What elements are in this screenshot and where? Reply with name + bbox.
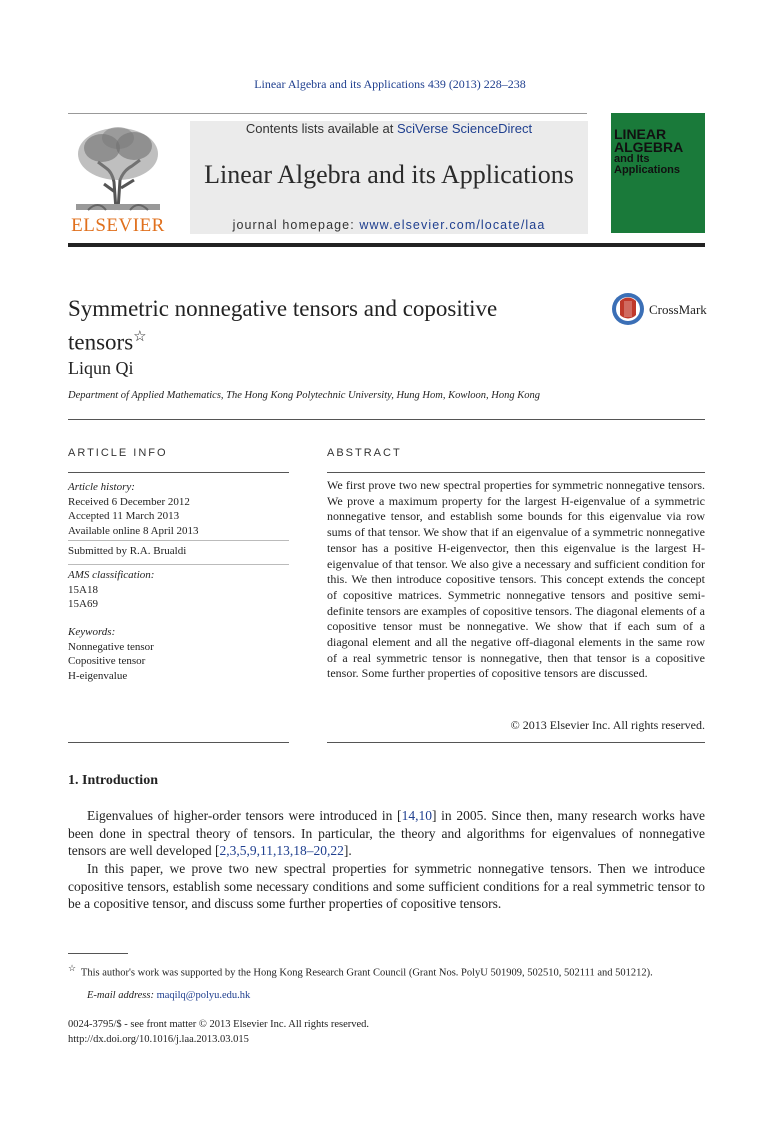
title-line: tensors (68, 329, 134, 355)
header-rule (68, 113, 587, 114)
ams-code: 15A18 (68, 583, 98, 596)
email-footnote (68, 989, 705, 1003)
cover-line: ALGEBRA (614, 139, 684, 155)
accepted-date: Accepted 11 March 2013 (68, 510, 180, 522)
article-info-divider (68, 540, 289, 541)
contents-line (190, 121, 588, 136)
doi-link[interactable]: http://dx.doi.org/10.1016/j.laa.2013.03.015 (68, 1034, 249, 1045)
available-date: Available online 8 April 2013 (68, 524, 199, 537)
footnote-mark: ☆ (68, 963, 76, 973)
title-line: Symmetric nonnegative tensors and copositive (68, 296, 498, 321)
author-affiliation: Department of Applied Mathematics, The Hong Kong Polytechnic University, Hung Hom, Kowloon, Hong Kong (68, 390, 540, 401)
title-footnote-mark[interactable]: ☆ (133, 329, 147, 345)
received-date: Received 6 December 2012 (68, 495, 190, 508)
journal-homepage (190, 218, 588, 232)
funding-footnote (68, 961, 705, 981)
history-label: Article history: (68, 481, 135, 493)
citation-link[interactable]: 2,3,5,9,11,13,18–20,22 (219, 843, 344, 858)
homepage-link[interactable]: www.elsevier.com/locate/laa (359, 218, 546, 232)
keyword: Nonnegative tensor (68, 640, 154, 653)
contents-prefix: Contents lists available at (245, 121, 397, 136)
cover-line: and Its (614, 153, 650, 165)
keyword: Copositive tensor (68, 655, 146, 667)
article-info-bottom-rule (68, 742, 289, 743)
elsevier-tree-icon (68, 122, 168, 234)
keyword: H-eigenvalue (68, 669, 128, 682)
abstract-heading: ABSTRACT (327, 447, 402, 459)
crossmark-badge[interactable] (611, 291, 711, 327)
email-link[interactable]: maqilq@polyu.edu.hk (156, 990, 251, 1001)
intro-text: ]. (343, 843, 352, 858)
journal-name: Linear Algebra and its Applications (204, 160, 574, 189)
article-info-heading: ARTICLE INFO (68, 447, 168, 459)
section-heading-introduction: 1. Introduction (68, 773, 158, 788)
elsevier-logo (68, 122, 168, 234)
cover-line: Applications (614, 164, 681, 176)
abstract-bottom-rule (327, 742, 705, 743)
ams-label: AMS classification: (68, 569, 155, 581)
article-info-divider (68, 564, 289, 565)
author-name: Liqun Qi (68, 358, 134, 378)
funding-text: This author's work was supported by the Hong Kong Research Grant Council (Grant Nos. PolyU 501909, 502510, 502111 and 501212). (80, 967, 653, 979)
cover-line: LINEAR (614, 126, 667, 142)
abstract-rule (327, 472, 705, 473)
title-rule (68, 419, 705, 420)
homepage-prefix: journal homepage: (232, 218, 360, 232)
intro-text: Eigenvalues of higher-order tensors were introduced in [ (87, 808, 402, 823)
journal-citation[interactable]: Linear Algebra and its Applications 439 (2013) 228–238 (254, 77, 526, 91)
footnote-rule (68, 953, 128, 954)
sciencedirect-link[interactable]: SciVerse ScienceDirect (396, 121, 533, 136)
article-info-rule (68, 472, 289, 473)
email-label: E-mail address: (87, 990, 157, 1001)
crossmark-icon (611, 291, 711, 327)
article-history (68, 480, 289, 538)
abstract-copyright: © 2013 Elsevier Inc. All rights reserved. (510, 718, 705, 732)
citation-link[interactable]: 14,10 (401, 808, 432, 823)
intro-paragraph-2: In this paper, we prove two new spectral properties for symmetric nonnegative tensors. Then we introduce copositive tensors, establish some necessary conditions and some sufficient conditions for a real symmetric tensor to be a copositive tensor, and discuss some further properties of copositive tensors. (68, 861, 705, 911)
journal-cover-title (614, 128, 704, 176)
header-thick-rule (68, 243, 705, 247)
ams-code: 15A69 (68, 598, 98, 610)
article-title (68, 294, 588, 357)
intro-text: ] in 2005. Since then, many research works have been done in spectral theory of tensors. In particular, the theory and algorithms for eigenvalues of nonnegative tensors are well developed [ (68, 808, 705, 858)
abstract-text: We first prove two new spectral properties for symmetric nonnegative tensors. We prove a maximum property for the largest H-eigenvalue of a symmetric nonnegative tensor, and establish some bounds for this eigenvalue via row sums of that tensor. We show that if an eigenvalue of a symmetric nonnegative tensor has a positive H-eigenvector, then this eigenvalue is the largest H-eigenvalue of that tensor. We also give a necessary and sufficient condition for this. We then introduce copositive tensors. This concept extends the concept of copositive matrices. Symmetric nonnegative tensors and positive semi-definite tensors are examples of copositive tensors. The diagonal elements of a copositive tensor must be nonnegative. We show that if each sum of a diagonal element and all the negative off-diagonal elements in the same row of a real symmetric tensor is nonnegative, then that tensor is a copositive tensor. Some further properties of copositive tensors are discussed. (327, 478, 705, 681)
issn-line: 0024-3795/$ - see front matter © 2013 Elsevier Inc. All rights reserved. (68, 1019, 370, 1030)
keywords (68, 625, 289, 683)
svg-text:CrossMark: CrossMark (649, 302, 707, 317)
intro-paragraph-1 (68, 807, 705, 860)
keywords-label: Keywords: (68, 626, 116, 638)
ams-classification (68, 568, 289, 612)
svg-text:ELSEVIER: ELSEVIER (71, 215, 165, 234)
submitted-by: Submitted by R.A. Brualdi (68, 545, 187, 557)
